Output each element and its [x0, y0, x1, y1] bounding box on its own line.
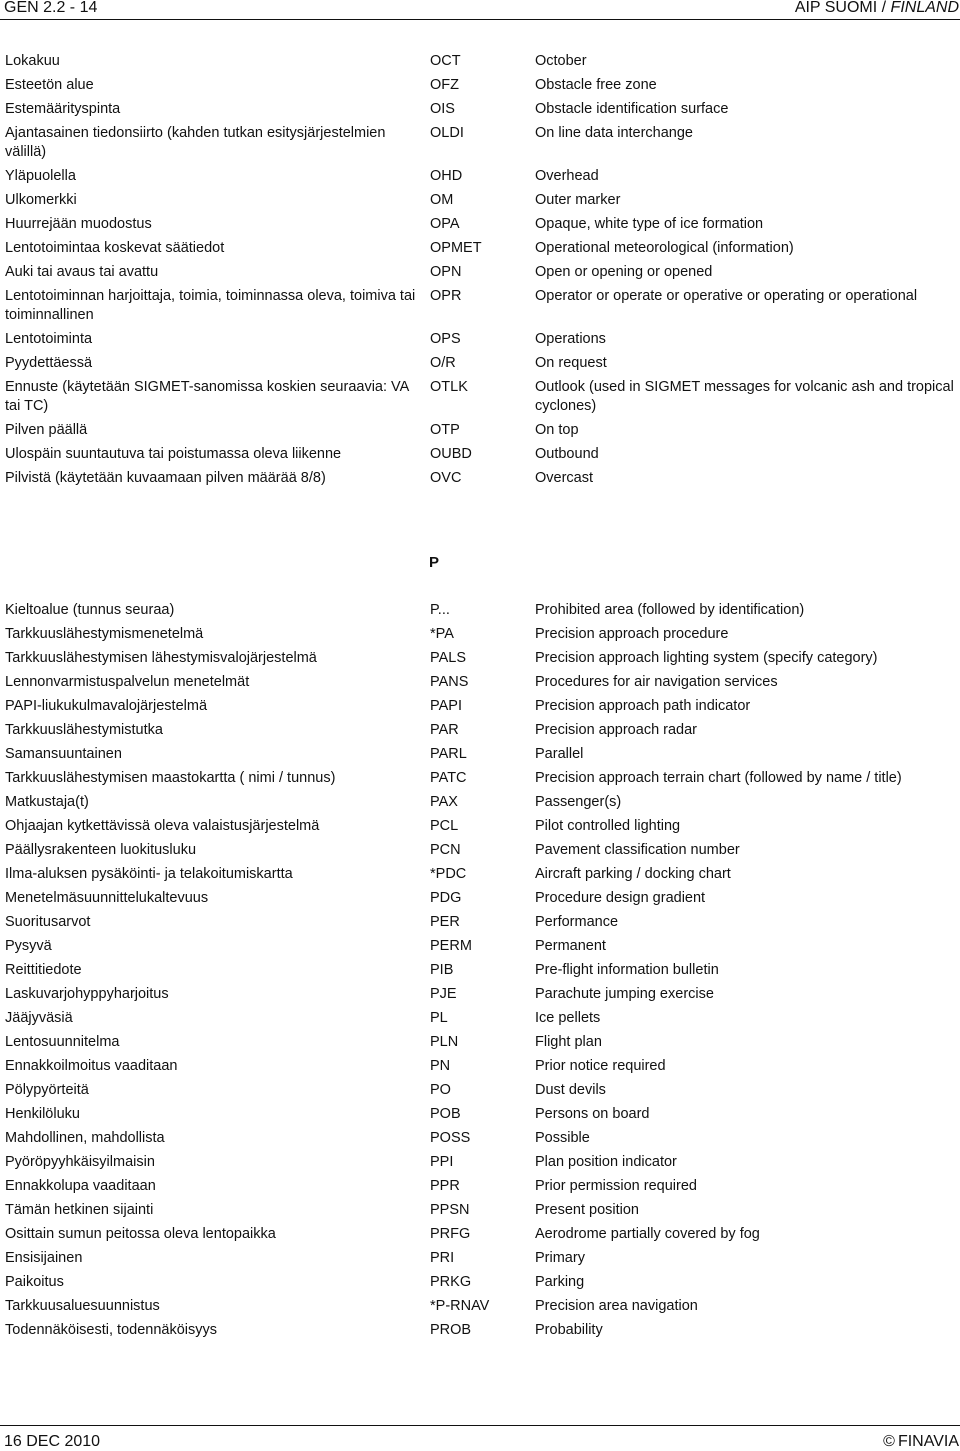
abbreviation: OCT — [430, 53, 461, 69]
english-term: Permanent — [535, 938, 606, 954]
publisher — [883, 1432, 959, 1451]
english-term: Prior notice required — [535, 1058, 666, 1074]
english-term: Procedure design gradient — [535, 890, 706, 906]
english-term: Operations — [535, 331, 606, 347]
abbreviation-row — [0, 721, 960, 740]
page-footer — [0, 1430, 960, 1449]
finnish-term: Ensisijainen — [5, 1250, 83, 1266]
english-term: Obstacle identification surface — [535, 101, 729, 117]
abbreviation-row — [0, 985, 960, 1004]
english-term: Procedures for air navigation services — [535, 674, 778, 690]
finnish-term: Ennakkolupa vaaditaan — [5, 1178, 156, 1194]
english-term: Opaque, white type of ice formation — [535, 216, 764, 232]
abbreviation: PPR — [430, 1178, 460, 1194]
english-term: Precision approach lighting system (specify category) — [535, 650, 878, 666]
english-term: Possible — [535, 1130, 590, 1146]
abbreviation: PPSN — [430, 1202, 470, 1218]
abbreviation: PRKG — [430, 1274, 472, 1290]
abbreviation-row — [0, 625, 960, 644]
abbreviation-row — [0, 769, 960, 788]
abbreviation-row — [0, 52, 960, 71]
abbreviation: PANS — [430, 674, 469, 690]
abbreviation-row — [0, 239, 960, 258]
english-term: Prohibited area (followed by identification) — [535, 602, 805, 618]
english-term: Ice pellets — [535, 1010, 601, 1026]
finnish-term: Tämän hetkinen sijainti — [5, 1202, 154, 1218]
abbreviation-row — [0, 1033, 960, 1052]
abbreviation: PIB — [430, 962, 454, 978]
abbreviation: OIS — [430, 101, 455, 117]
english-term: Operational meteorological (information) — [535, 240, 794, 256]
abbreviation-row — [0, 1081, 960, 1100]
english-term: Flight plan — [535, 1034, 602, 1050]
english-term: Precision approach path indicator — [535, 698, 751, 714]
abbreviation-row — [0, 697, 960, 716]
abbreviation-row — [0, 378, 960, 416]
english-term: On line data interchange — [535, 125, 693, 141]
abbreviation-row — [0, 961, 960, 980]
abbreviation: PPI — [430, 1154, 454, 1170]
abbreviation-row — [0, 1009, 960, 1028]
finnish-term: Lentosuunnitelma — [5, 1034, 120, 1050]
abbreviation: PDG — [430, 890, 462, 906]
finnish-term: Yläpuolella — [5, 168, 76, 184]
abbreviation: PRFG — [430, 1226, 471, 1242]
finnish-term: Lennonvarmistuspalvelun menetelmät — [5, 674, 250, 690]
abbreviation: PERM — [430, 938, 472, 954]
finnish-term: Samansuuntainen — [5, 746, 122, 762]
abbreviation: OTP — [430, 422, 460, 438]
abbreviation-row — [0, 649, 960, 668]
abbreviation: OM — [430, 192, 454, 208]
abbreviation: *PA — [430, 626, 454, 642]
finnish-term: Estemäärityspinta — [5, 101, 121, 117]
abbreviation: O/R — [430, 355, 456, 371]
abbreviation-row — [0, 673, 960, 692]
finnish-term: Tarkkuuslähestymisen lähestymisvalojärjestelmä — [5, 650, 317, 666]
abbreviation-row — [0, 167, 960, 186]
abbreviation: OPMET — [430, 240, 482, 256]
english-term: Prior permission required — [535, 1178, 697, 1194]
finnish-term: Pilvistä (käytetään kuvaamaan pilven määrää 8/8) — [5, 470, 326, 486]
abbreviation-row — [0, 100, 960, 119]
abbreviation-row — [0, 215, 960, 234]
abbreviation-row — [0, 330, 960, 349]
abbreviation: PATC — [430, 770, 467, 786]
abbreviation: OPS — [430, 331, 461, 347]
english-term: Persons on board — [535, 1106, 650, 1122]
abbreviation: OPN — [430, 264, 462, 280]
abbreviation: PCN — [430, 842, 461, 858]
abbreviation-row — [0, 1297, 960, 1316]
english-term: Precision approach radar — [535, 722, 698, 738]
section-heading-p: P — [429, 554, 440, 571]
abbreviation-row — [0, 354, 960, 373]
abbreviation: PN — [430, 1058, 451, 1074]
finnish-term: Matkustaja(t) — [5, 794, 89, 810]
footer-rule — [0, 1425, 960, 1426]
abbreviation: PARL — [430, 746, 467, 762]
finnish-term: Pysyvä — [5, 938, 52, 954]
finnish-term: Pyydettäessä — [5, 355, 93, 371]
publication-title — [795, 0, 959, 17]
abbreviation-row — [0, 421, 960, 440]
english-term: October — [535, 53, 587, 69]
english-term: Parachute jumping exercise — [535, 986, 714, 1002]
finnish-term: Lentotoiminnan harjoittaja, toimia, toiminnassa oleva, toimiva tai toiminnallinen — [5, 288, 416, 323]
finnish-term: Menetelmäsuunnittelukaltevuus — [5, 890, 209, 906]
finnish-term: Tarkkuuslähestymistutka — [5, 722, 163, 738]
abbreviation: OTLK — [430, 379, 468, 395]
finnish-term: Lentotoiminta — [5, 331, 93, 347]
finnish-term: Henkilöluku — [5, 1106, 80, 1122]
abbreviation-row — [0, 191, 960, 210]
abbreviation: P... — [430, 602, 450, 618]
finnish-term: Ohjaajan kytkettävissä oleva valaistusjärjestelmä — [5, 818, 320, 834]
abbreviation-row — [0, 1225, 960, 1244]
abbreviation-row — [0, 469, 960, 488]
english-term: Overcast — [535, 470, 594, 486]
publication-title-main: AIP SUOMI / — [794, 0, 891, 16]
english-term: Precision approach terrain chart (followed by name / title) — [535, 770, 902, 786]
abbreviation: PRI — [430, 1250, 455, 1266]
finnish-term: Laskuvarjohyppyharjoitus — [5, 986, 169, 1002]
header-rule — [0, 19, 960, 20]
english-term: Present position — [535, 1202, 639, 1218]
english-term: Pre-flight information bulletin — [535, 962, 719, 978]
english-term: Precision area navigation — [535, 1298, 698, 1314]
abbreviation-row — [0, 841, 960, 860]
finnish-term: Ajantasainen tiedonsiirto (kahden tutkan esitysjärjestelmien välillä) — [5, 125, 386, 160]
abbreviation: OPR — [430, 288, 462, 304]
abbreviation-row — [0, 287, 960, 325]
abbreviation: PCL — [430, 818, 459, 834]
page-header — [0, 0, 960, 19]
page-number: GEN 2.2 - 14 — [4, 0, 98, 16]
english-term: Outlook (used in SIGMET messages for volcanic ash and tropical cyclones) — [535, 379, 954, 414]
abbreviation-row — [0, 124, 960, 162]
abbreviation: PAX — [430, 794, 458, 810]
abbreviation: OPA — [430, 216, 460, 232]
abbreviation: PAPI — [430, 698, 462, 714]
abbreviation-row — [0, 745, 960, 764]
abbreviation-row — [0, 263, 960, 282]
abbreviation: PAR — [430, 722, 459, 738]
finnish-term: Kieltoalue (tunnus seuraa) — [5, 602, 175, 618]
finnish-term: Paikoitus — [5, 1274, 64, 1290]
abbreviation-row — [0, 601, 960, 620]
english-term: On top — [535, 422, 579, 438]
abbreviation-row — [0, 445, 960, 464]
abbreviation-row — [0, 1129, 960, 1148]
abbreviation-row — [0, 1321, 960, 1340]
finnish-term: Osittain sumun peitossa oleva lentopaikka — [5, 1226, 276, 1242]
finnish-term: Päällysrakenteen luokitusluku — [5, 842, 197, 858]
english-term: Obstacle free zone — [535, 77, 657, 93]
issue-date: 16 DEC 2010 — [4, 1433, 101, 1450]
abbreviation-row — [0, 865, 960, 884]
finnish-term: Tarkkuusaluesuunnistus — [5, 1298, 160, 1314]
abbreviation: OHD — [430, 168, 463, 184]
abbreviation-row — [0, 1249, 960, 1268]
finnish-term: Lokakuu — [5, 53, 60, 69]
abbreviation: OVC — [430, 470, 462, 486]
section-p-list — [0, 601, 960, 1345]
abbreviation-row — [0, 1057, 960, 1076]
copyright-icon: © — [883, 1433, 895, 1450]
abbreviation-row — [0, 1153, 960, 1172]
finnish-term: Tarkkuuslähestymismenetelmä — [5, 626, 204, 642]
finnish-term: Auki tai avaus tai avattu — [5, 264, 159, 280]
abbreviation-row — [0, 1201, 960, 1220]
finnish-term: Todennäköisesti, todennäköisyys — [5, 1322, 217, 1338]
english-term: Precision approach procedure — [535, 626, 729, 642]
english-term: Passenger(s) — [535, 794, 622, 810]
english-term: On request — [535, 355, 607, 371]
abbreviation-row — [0, 913, 960, 932]
abbreviation: *PDC — [430, 866, 467, 882]
abbreviation: POB — [430, 1106, 461, 1122]
finnish-term: Suoritusarvot — [5, 914, 91, 930]
section-o-list — [0, 52, 960, 493]
abbreviation: PL — [430, 1010, 448, 1026]
english-term: Primary — [535, 1250, 585, 1266]
abbreviation-row — [0, 937, 960, 956]
abbreviation: OLDI — [430, 125, 464, 141]
finnish-term: Tarkkuuslähestymisen maastokartta ( nimi / tunnus) — [5, 770, 336, 786]
finnish-term: Jääjyväsiä — [5, 1010, 73, 1026]
abbreviation: PJE — [430, 986, 457, 1002]
abbreviation: PALS — [430, 650, 467, 666]
finnish-term: Esteetön alue — [5, 77, 94, 93]
english-term: Performance — [535, 914, 619, 930]
finnish-term: Ennakkoilmoitus vaaditaan — [5, 1058, 178, 1074]
english-term: Aerodrome partially covered by fog — [535, 1226, 760, 1242]
abbreviation: POSS — [430, 1130, 471, 1146]
abbreviation: PROB — [430, 1322, 472, 1338]
finnish-term: Pyöröpyyhkäisyilmaisin — [5, 1154, 155, 1170]
abbreviation: OUBD — [430, 446, 472, 462]
english-term: Operator or operate or operative or operating or operational — [535, 288, 918, 304]
abbreviation-row — [0, 793, 960, 812]
abbreviation-row — [0, 889, 960, 908]
finnish-term: Pölypyörteitä — [5, 1082, 89, 1098]
publisher-name: FINAVIA — [897, 1433, 959, 1450]
abbreviation: PLN — [430, 1034, 459, 1050]
english-term: Overhead — [535, 168, 599, 184]
finnish-term: Ennuste (käytetään SIGMET-sanomissa koskien seuraavia: VA tai TC) — [5, 379, 409, 414]
finnish-term: Ulospäin suuntautuva tai poistumassa oleva liikenne — [5, 446, 342, 462]
abbreviation-row — [0, 1273, 960, 1292]
finnish-term: Lentotoimintaa koskevat säätiedot — [5, 240, 225, 256]
finnish-term: Reittitiedote — [5, 962, 82, 978]
english-term: Pilot controlled lighting — [535, 818, 681, 834]
english-term: Open or opening or opened — [535, 264, 713, 280]
finnish-term: Pilven päällä — [5, 422, 88, 438]
english-term: Outbound — [535, 446, 599, 462]
abbreviation-row — [0, 817, 960, 836]
finnish-term: Ilma-aluksen pysäköinti- ja telakoitumiskartta — [5, 866, 293, 882]
english-term: Dust devils — [535, 1082, 606, 1098]
english-term: Parking — [535, 1274, 585, 1290]
finnish-term: Ulkomerkki — [5, 192, 77, 208]
english-term: Parallel — [535, 746, 584, 762]
abbreviation-row — [0, 76, 960, 95]
english-term: Plan position indicator — [535, 1154, 677, 1170]
abbreviation-row — [0, 1177, 960, 1196]
finnish-term: PAPI-liukukulmavalojärjestelmä — [5, 698, 208, 714]
abbreviation: PER — [430, 914, 460, 930]
finnish-term: Huurrejään muodostus — [5, 216, 152, 232]
abbreviation: PO — [430, 1082, 451, 1098]
english-term: Outer marker — [535, 192, 621, 208]
english-term: Aircraft parking / docking chart — [535, 866, 731, 882]
publication-title-country: FINLAND — [890, 0, 959, 16]
abbreviation: OFZ — [430, 77, 459, 93]
finnish-term: Mahdollinen, mahdollista — [5, 1130, 165, 1146]
english-term: Probability — [535, 1322, 603, 1338]
english-term: Pavement classification number — [535, 842, 740, 858]
abbreviation: *P-RNAV — [430, 1298, 490, 1314]
abbreviation-row — [0, 1105, 960, 1124]
